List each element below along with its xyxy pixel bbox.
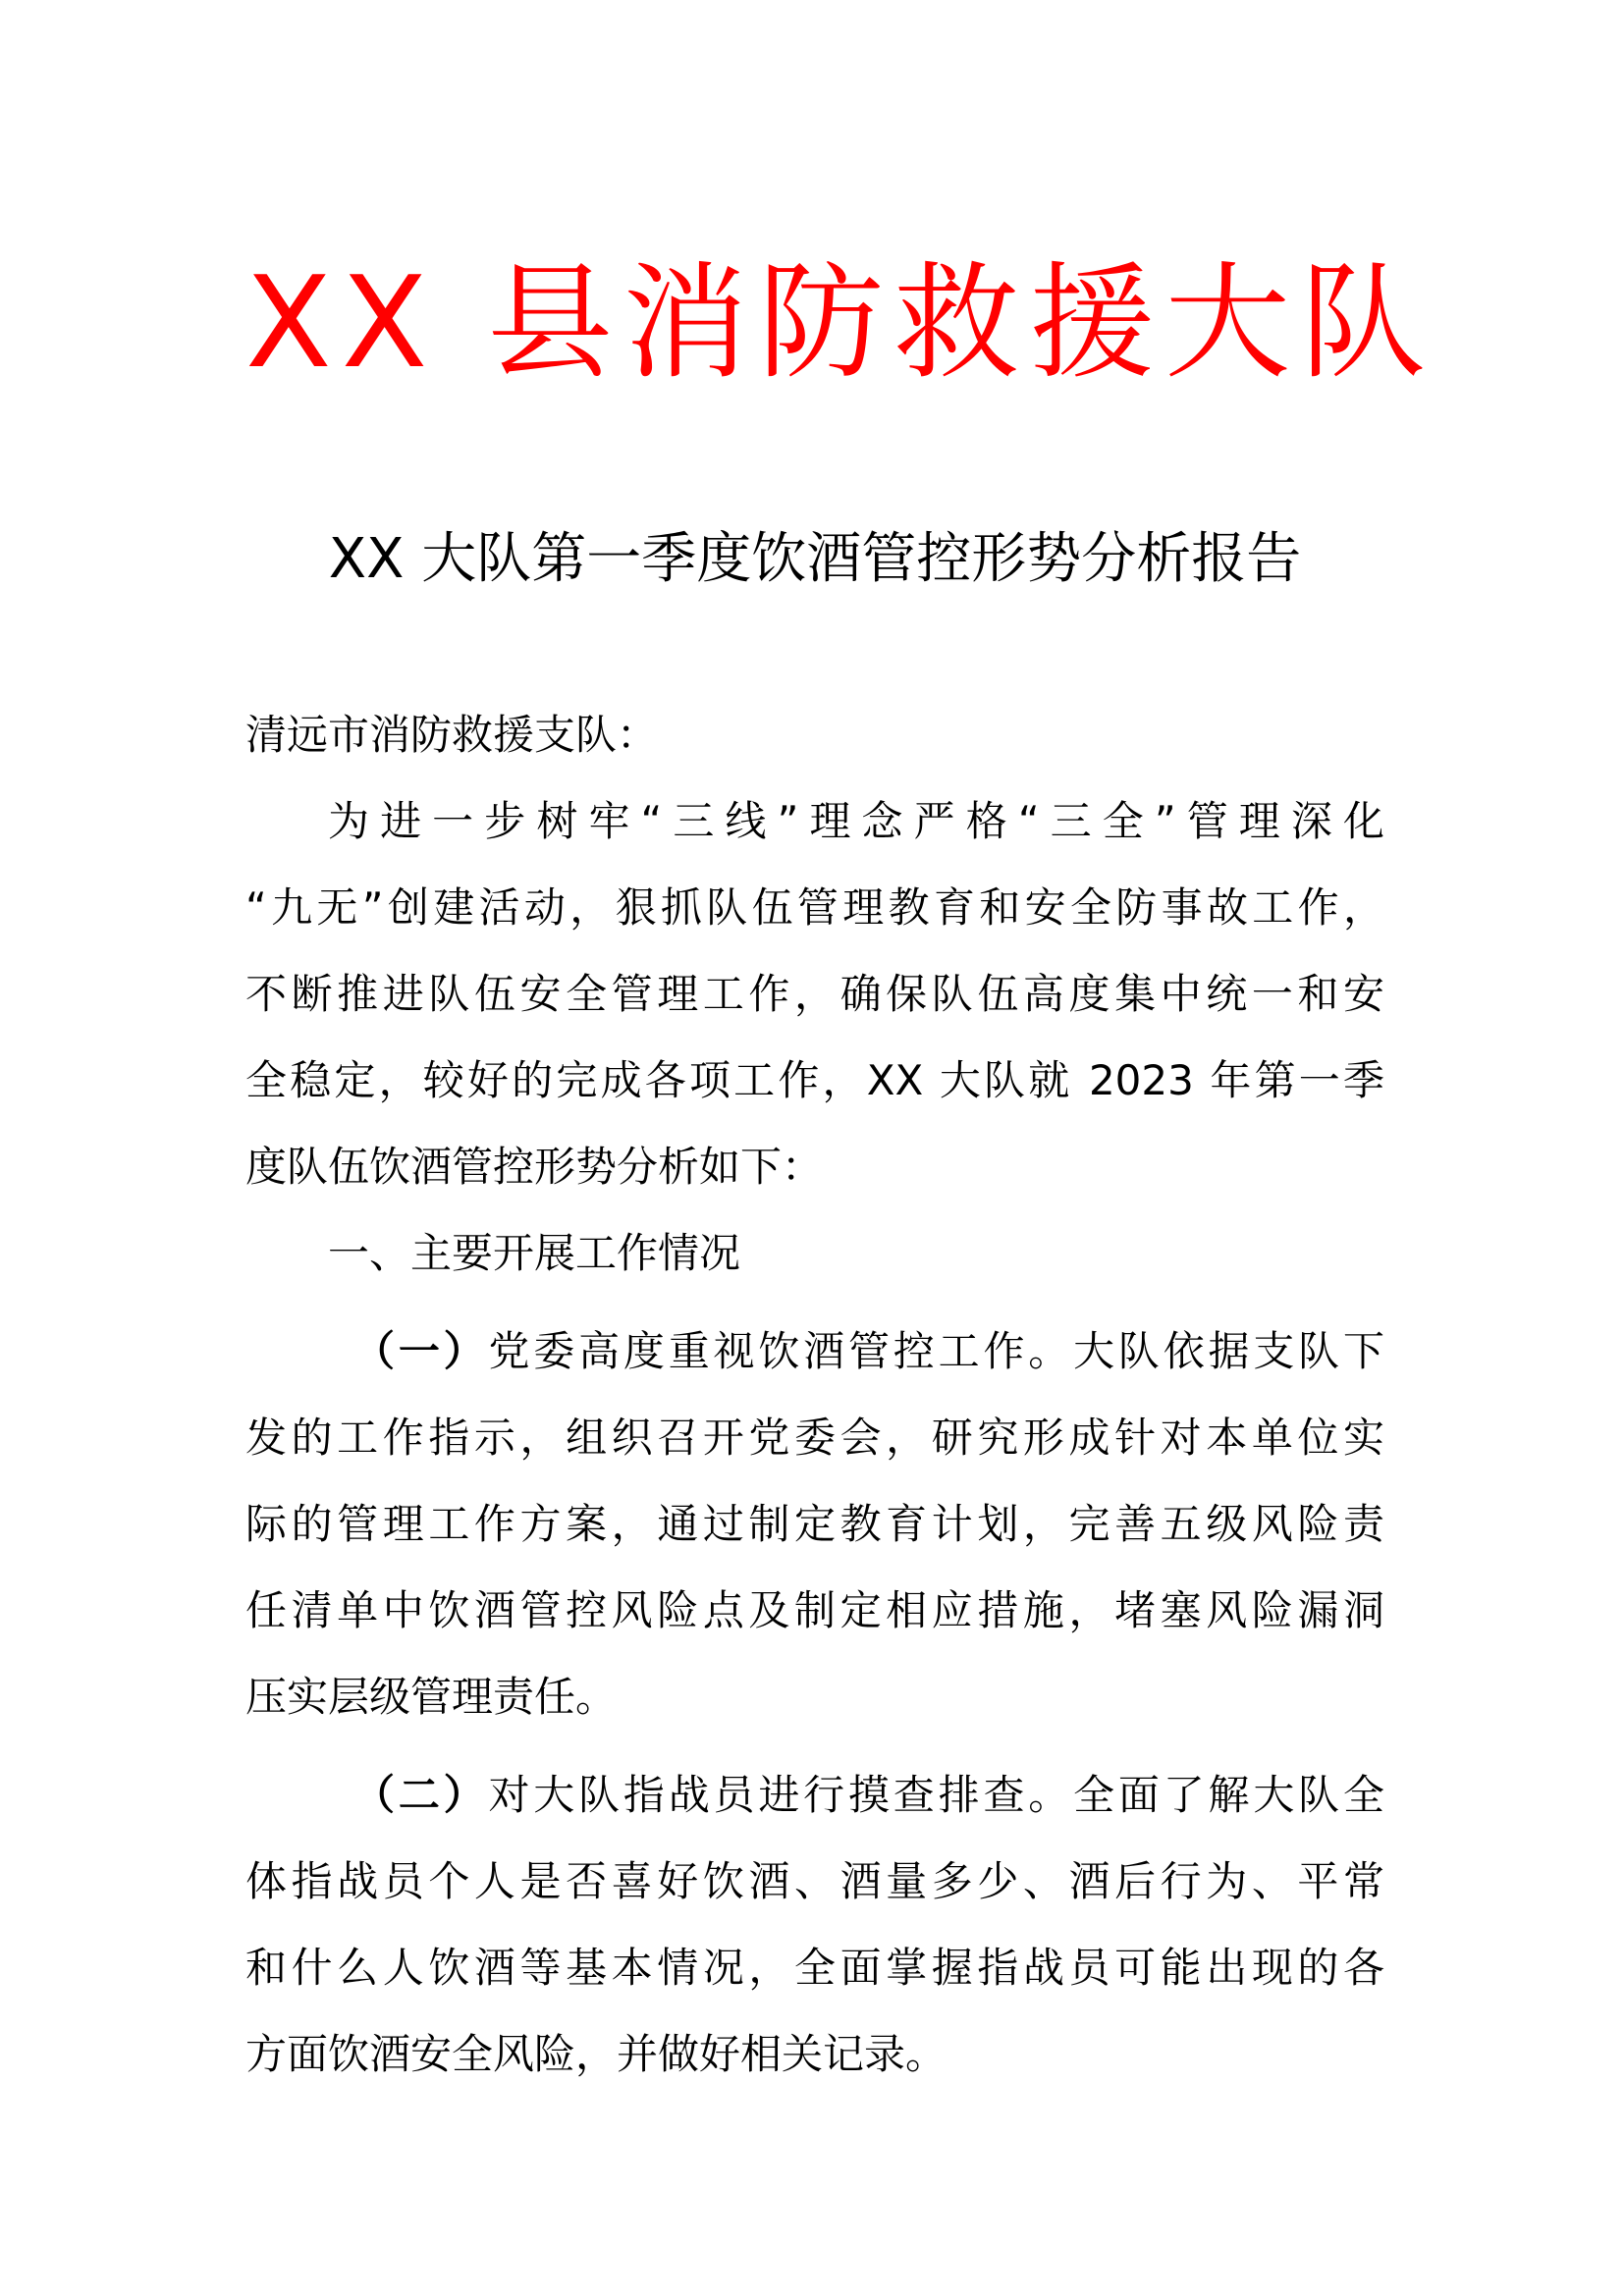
item-label: （二） — [353, 1771, 489, 1819]
item-first-line — [245, 1308, 1384, 1395]
spacer — [245, 1740, 1384, 1752]
item-first-line — [245, 1752, 1384, 1839]
salutation: 清远市消防救援支队： — [245, 711, 659, 759]
paragraph-line: 发的工作指示，组织召开党委会，研究形成针对本单位实 — [245, 1414, 1384, 1462]
document-title: XX 大队第一季度饮酒管控形势分析报告 — [328, 527, 1302, 591]
paragraph-line: 任清单中饮酒管控风险点及制定相应措施，堵塞风险漏洞 — [245, 1586, 1384, 1634]
red-letterhead: XX 县消防救援大队 — [245, 250, 1436, 397]
section-heading: 一、主要开展工作情况 — [328, 1229, 741, 1277]
item-text: 对大队指战员进行摸查排查。全面了解大队全 — [488, 1771, 1384, 1819]
paragraph-line: 压实层级管理责任。 — [245, 1673, 618, 1721]
paragraph-line: 和什么人饮酒等基本情况，全面掌握指战员可能出现的各 — [245, 1944, 1384, 1992]
paragraph-line: 方面饮酒安全风险，并做好相关记录。 — [245, 2030, 947, 2078]
paragraph-line: 不断推进队伍安全管理工作，确保队伍高度集中统一和安 — [245, 970, 1384, 1018]
paragraph-line: 全稳定，较好的完成各项工作，XX 大队就 2023 年第一季 — [245, 1056, 1384, 1104]
document-body — [245, 692, 1384, 2098]
paragraph-line: 际的管理工作方案，通过制定教育计划，完善五级风险责 — [245, 1500, 1384, 1548]
item-text: 党委高度重视饮酒管控工作。大队依据支队下 — [488, 1327, 1384, 1375]
paragraph-line: 度队伍饮酒管控形势分析如下： — [245, 1143, 824, 1191]
paragraph-line: 为进一步树牢“三线”理念严格“三全”管理深化 — [328, 797, 1384, 845]
paragraph-line: 体指战员个人是否喜好饮酒、酒量多少、酒后行为、平常 — [245, 1857, 1384, 1905]
item-label: （一） — [353, 1327, 489, 1375]
paragraph-line: “九无”创建活动，狠抓队伍管理教育和安全防事故工作， — [245, 883, 1384, 932]
spacer — [245, 1297, 1384, 1308]
